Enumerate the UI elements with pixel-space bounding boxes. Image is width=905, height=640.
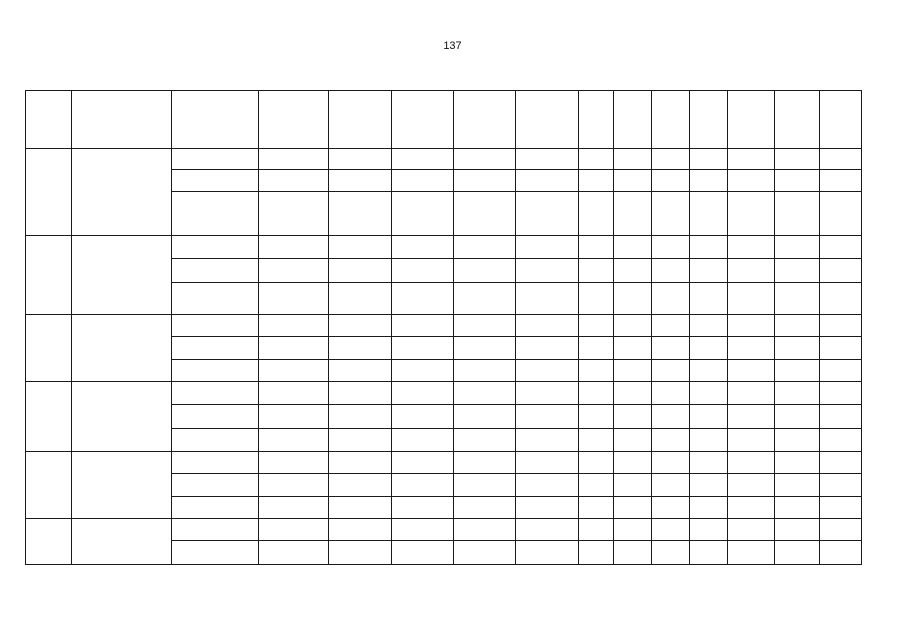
amount-cell	[578, 235, 613, 258]
amount-cell	[613, 428, 651, 451]
table-rule	[171, 473, 862, 474]
table-rule	[613, 148, 614, 236]
table-rule	[71, 381, 72, 452]
table-rule	[727, 235, 728, 315]
table-rule	[819, 314, 820, 382]
table-rule	[774, 314, 775, 382]
table-rule	[515, 381, 516, 452]
table-rule	[727, 381, 728, 452]
table-rule	[171, 540, 862, 541]
row-code	[25, 381, 71, 451]
table-rule	[171, 282, 862, 283]
measure-name	[71, 90, 171, 148]
amount-cell	[578, 428, 613, 451]
table-rule	[391, 518, 392, 565]
amount-cell	[613, 404, 651, 428]
executor	[258, 90, 328, 148]
table-rule	[861, 451, 862, 519]
table-rule	[613, 451, 614, 519]
table-rule	[861, 90, 862, 149]
executor	[258, 518, 328, 564]
table-rule	[71, 148, 72, 236]
row-code	[25, 148, 71, 235]
measure-name	[71, 451, 171, 518]
amount-cell	[613, 381, 651, 404]
amount-cell	[613, 169, 651, 191]
amount-cell	[613, 451, 651, 473]
funding-source	[171, 496, 258, 518]
table-rule	[453, 314, 454, 382]
table-rule	[689, 381, 690, 452]
table-rule	[515, 451, 516, 519]
executor	[258, 381, 328, 451]
table-rule	[171, 428, 862, 429]
amount-cell	[613, 540, 651, 564]
table-rule	[171, 191, 862, 192]
measure-name	[71, 381, 171, 451]
table-rule	[578, 451, 579, 519]
page-number: 137	[443, 40, 462, 52]
table-rule	[171, 381, 172, 452]
table-rule	[25, 235, 26, 315]
amount-cell	[613, 359, 651, 381]
table-rule	[391, 314, 392, 382]
amount-cell	[578, 540, 613, 564]
amount-cell	[578, 473, 613, 496]
table-rule	[71, 518, 72, 565]
table-rule	[819, 518, 820, 565]
amount-cell	[613, 235, 651, 258]
table-rule	[453, 518, 454, 565]
table-rule	[651, 518, 652, 565]
amount-cell	[613, 191, 651, 235]
table-rule	[819, 90, 820, 149]
table-rule	[453, 235, 454, 315]
table-rule	[774, 451, 775, 519]
row-code	[25, 235, 71, 314]
funding-source	[171, 191, 258, 235]
table-rule	[171, 359, 862, 360]
table-rule	[515, 235, 516, 315]
amount-cell	[613, 282, 651, 314]
table-rule	[71, 90, 72, 149]
row-code	[25, 518, 71, 564]
table-rule	[391, 381, 392, 452]
row-code	[25, 451, 71, 518]
table-rule	[453, 451, 454, 519]
table-rule	[727, 451, 728, 519]
funding-source	[171, 540, 258, 564]
amount-cell	[613, 336, 651, 359]
table-rule	[71, 451, 72, 519]
amount-cell	[578, 258, 613, 282]
amount-cell	[578, 381, 613, 404]
table-rule	[328, 381, 329, 452]
funding-source	[171, 428, 258, 451]
amount-cell	[613, 314, 651, 336]
table-rule	[774, 381, 775, 452]
executor	[258, 451, 328, 518]
table-rule	[578, 518, 579, 565]
measure-name	[71, 518, 171, 564]
table-rule	[727, 148, 728, 236]
table-rule	[453, 381, 454, 452]
table-rule	[651, 235, 652, 315]
funding-source	[171, 359, 258, 381]
amount-cell	[613, 258, 651, 282]
table-rule	[391, 235, 392, 315]
amount-cell	[613, 518, 651, 540]
executor	[258, 314, 328, 381]
table-rule	[861, 314, 862, 382]
table-rule	[171, 258, 862, 259]
funding-source	[171, 235, 258, 258]
funding-source	[171, 518, 258, 540]
amount-cell	[578, 169, 613, 191]
table-rule	[25, 564, 862, 565]
funding-source	[171, 473, 258, 496]
table-rule	[861, 518, 862, 565]
amount-cell	[578, 518, 613, 540]
table-rule	[774, 235, 775, 315]
amount-cell	[613, 473, 651, 496]
funding-source	[171, 282, 258, 314]
amount-cell	[578, 314, 613, 336]
table-rule	[727, 314, 728, 382]
funding-source	[171, 148, 258, 169]
amount-cell	[578, 496, 613, 518]
table-rule	[727, 90, 728, 149]
table-rule	[727, 518, 728, 565]
table-rule	[578, 148, 579, 236]
table-rule	[25, 314, 26, 382]
table-rule	[613, 314, 614, 382]
amount-cell	[578, 191, 613, 235]
table-rule	[258, 314, 259, 382]
amount-cell	[613, 148, 651, 169]
funding-source	[171, 314, 258, 336]
table-rule	[391, 90, 392, 149]
row-code	[25, 90, 71, 148]
funding-source	[171, 381, 258, 404]
table-rule	[651, 451, 652, 519]
executor	[258, 235, 328, 314]
table-rule	[328, 451, 329, 519]
table-rule	[689, 90, 690, 149]
table-rule	[25, 90, 26, 149]
table-rule	[613, 90, 614, 149]
table-rule	[171, 451, 172, 519]
table-rule	[613, 518, 614, 565]
table-rule	[258, 90, 259, 149]
table-rule	[171, 148, 172, 236]
funding-source	[171, 90, 258, 148]
amount-cell	[613, 90, 651, 148]
funding-source	[171, 169, 258, 191]
table-rule	[391, 451, 392, 519]
table-rule	[515, 314, 516, 382]
table-rule	[453, 148, 454, 236]
table-rule	[171, 518, 172, 565]
table-rule	[613, 235, 614, 315]
table-rule	[25, 381, 26, 452]
table-rule	[819, 148, 820, 236]
table-rule	[25, 148, 26, 236]
table-rule	[391, 148, 392, 236]
table-rule	[453, 90, 454, 149]
table-rule	[613, 381, 614, 452]
row-code	[25, 314, 71, 381]
funding-source	[171, 258, 258, 282]
table-rule	[171, 169, 862, 170]
funding-source	[171, 451, 258, 473]
table-rule	[689, 451, 690, 519]
table-rule	[515, 148, 516, 236]
table-rule	[171, 235, 172, 315]
table-rule	[651, 381, 652, 452]
measure-name	[71, 314, 171, 381]
table-rule	[689, 235, 690, 315]
table-rule	[328, 235, 329, 315]
amount-cell	[578, 282, 613, 314]
amount-cell	[578, 90, 613, 148]
table-rule	[774, 90, 775, 149]
table-rule	[71, 314, 72, 382]
table-rule	[651, 90, 652, 149]
table-rule	[171, 404, 862, 405]
table-rule	[578, 235, 579, 315]
measure-name	[71, 148, 171, 235]
table-rule	[71, 235, 72, 315]
table-rule	[819, 235, 820, 315]
table-rule	[328, 518, 329, 565]
table-rule	[819, 451, 820, 519]
funding-source	[171, 404, 258, 428]
table-rule	[578, 314, 579, 382]
measure-name	[71, 235, 171, 314]
table-rule	[258, 381, 259, 452]
table-rule	[258, 148, 259, 236]
table-rule	[689, 518, 690, 565]
table-rule	[258, 451, 259, 519]
amount-cell	[578, 451, 613, 473]
table-rule	[171, 314, 172, 382]
table-rule	[861, 235, 862, 315]
amount-cell	[613, 496, 651, 518]
table-rule	[328, 148, 329, 236]
amount-cell	[578, 404, 613, 428]
table-rule	[689, 314, 690, 382]
table-rule	[258, 518, 259, 565]
table-rule	[515, 518, 516, 565]
funding-source	[171, 336, 258, 359]
table-rule	[328, 314, 329, 382]
table-rule	[25, 518, 26, 565]
table-rule	[578, 381, 579, 452]
table-rule	[651, 148, 652, 236]
table-rule	[774, 148, 775, 236]
table-rule	[774, 518, 775, 565]
table-rule	[861, 381, 862, 452]
table-rule	[515, 90, 516, 149]
amount-cell	[578, 336, 613, 359]
table-rule	[861, 148, 862, 236]
amount-cell	[578, 359, 613, 381]
table-rule	[171, 496, 862, 497]
table-rule	[171, 90, 172, 149]
table-rule	[689, 148, 690, 236]
table-rule	[578, 90, 579, 149]
table-rule	[328, 90, 329, 149]
table-rule	[25, 451, 26, 519]
table-rule	[258, 235, 259, 315]
table-rule	[819, 381, 820, 452]
table-rule	[171, 336, 862, 337]
amount-cell	[578, 148, 613, 169]
table-rule	[651, 314, 652, 382]
